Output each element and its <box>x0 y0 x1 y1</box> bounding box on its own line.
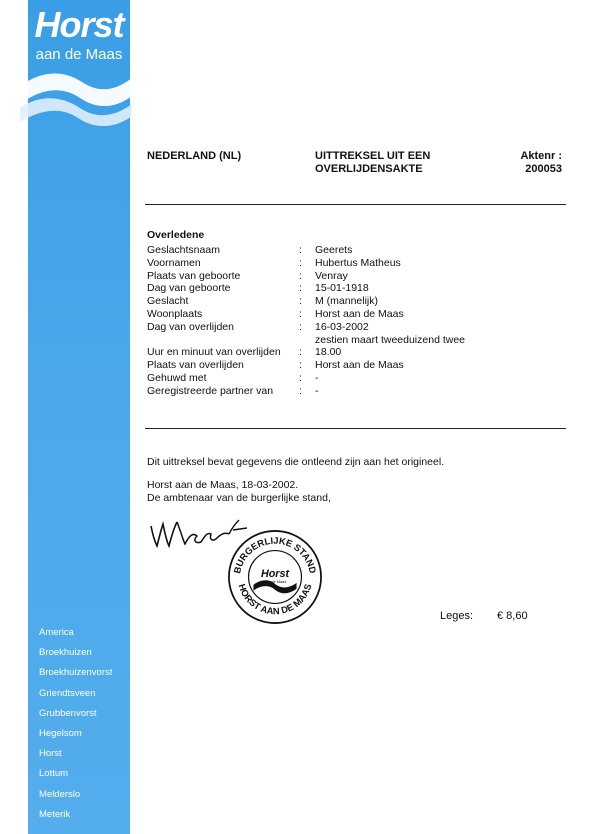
wave-logo-icon <box>20 64 132 144</box>
header-divider <box>145 204 566 205</box>
statement-text: Dit uittreksel bevat gegevens die ontleend zijn aan het origineel. <box>147 456 445 468</box>
field-label: Dag van geboorte <box>147 282 231 295</box>
deceased-fields <box>147 244 567 398</box>
field-label: Geslacht <box>147 295 189 308</box>
field-colon: : <box>299 282 302 295</box>
field-row <box>147 308 567 321</box>
field-colon: : <box>299 320 302 333</box>
stamp-logo-sub: aan de Maas <box>263 578 287 584</box>
field-colon: : <box>299 256 302 269</box>
town-item: Broekhuizen <box>39 647 92 659</box>
town-list <box>39 626 134 828</box>
logo-subtitle: aan de Maas <box>35 46 123 63</box>
town-item: Lottum <box>39 768 69 780</box>
field-label: Geregistreerde partner van <box>147 384 274 397</box>
field-colon: : <box>299 346 302 359</box>
place-date-text: Horst aan de Maas, 18-03-2002. <box>147 479 299 491</box>
document-title-line1: UITTREKSEL UIT EEN <box>315 150 431 162</box>
field-row <box>147 244 567 257</box>
fees-label: Leges: <box>440 610 474 622</box>
country-heading: NEDERLAND (NL) <box>147 150 242 162</box>
section-divider <box>145 428 566 429</box>
stamp-top-text: BURGERLIJKE STAND <box>232 535 318 575</box>
akte-number: 200053 <box>525 163 562 175</box>
field-label: Woonplaats <box>147 307 203 320</box>
field-label: Plaats van overlijden <box>147 359 244 372</box>
field-colon: : <box>299 244 302 256</box>
field-row <box>147 257 567 270</box>
field-label: Uur en minuut van overlijden <box>147 346 281 359</box>
field-value: Horst aan de Maas <box>315 359 404 372</box>
town-item: Meterik <box>39 808 71 820</box>
town-item: Griendtsveen <box>39 687 96 699</box>
field-colon: : <box>299 295 302 308</box>
field-colon: : <box>299 384 302 397</box>
stamp-bottom-text: HORST AAN DE MAAS <box>236 582 314 617</box>
field-label: Geslachtsnaam <box>147 244 220 256</box>
field-label <box>147 334 299 347</box>
town-item: America <box>39 627 74 638</box>
akte-label: Aktenr : <box>520 150 562 162</box>
field-label: Dag van overlijden <box>147 320 234 333</box>
field-value: - <box>315 384 319 397</box>
field-value: 16-03-2002 <box>315 320 369 333</box>
official-text: De ambtenaar van de burgerlijke stand, <box>147 492 331 504</box>
field-row <box>147 359 567 372</box>
document-title <box>315 150 455 176</box>
field-row <box>147 295 567 308</box>
field-value: Geerets <box>315 244 353 256</box>
field-value: Venray <box>315 269 348 282</box>
field-row <box>147 321 567 334</box>
section-title: Overledene <box>147 229 205 241</box>
field-value: Horst aan de Maas <box>315 307 404 320</box>
field-row <box>147 282 567 295</box>
fees-amount: € 8,60 <box>497 610 528 622</box>
town-item: Broekhuizenvorst <box>39 667 113 679</box>
field-colon: : <box>299 307 302 320</box>
document-title-line2: OVERLIJDENSAKTE <box>315 163 423 175</box>
field-value: Hubertus Matheus <box>315 256 401 269</box>
field-label: Plaats van geboorte <box>147 269 241 282</box>
akte-number-block <box>520 150 562 176</box>
field-row <box>147 346 567 359</box>
field-colon: : <box>299 371 302 384</box>
field-row <box>147 385 567 398</box>
field-value: zestien maart tweeduizend twee <box>315 333 465 346</box>
field-value: 18.00 <box>315 346 342 359</box>
town-item: Horst <box>39 748 62 760</box>
official-stamp <box>226 528 324 626</box>
field-row <box>147 270 567 283</box>
field-row <box>147 334 567 347</box>
field-label: Voornamen <box>147 256 201 269</box>
field-colon: : <box>299 269 302 282</box>
stamp-logo-text: Horst <box>260 568 290 580</box>
field-row <box>147 372 567 385</box>
town-item: Grubbenvorst <box>39 707 97 719</box>
field-value: - <box>315 371 319 384</box>
field-value: M (mannelijk) <box>315 295 379 308</box>
town-item: Melderslo <box>39 788 81 800</box>
logo-title: Horst <box>34 4 124 45</box>
town-item: Hegelsom <box>39 727 82 739</box>
field-label: Gehuwd met <box>147 371 207 384</box>
field-colon <box>299 334 315 347</box>
field-value: 15-01-1918 <box>315 282 369 295</box>
field-colon: : <box>299 359 302 372</box>
